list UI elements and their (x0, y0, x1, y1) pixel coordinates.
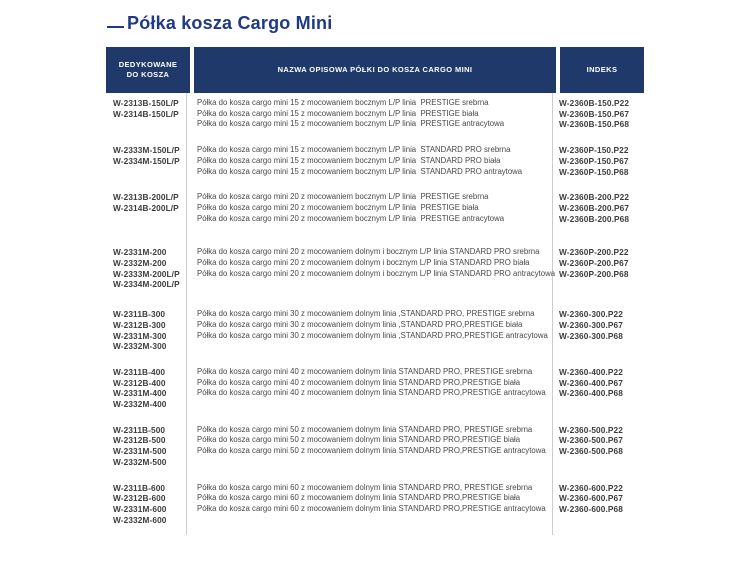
product-code: W-2333M-200L/P (113, 268, 180, 279)
product-description: Półka do kosza cargo mini 20 z mocowaniem dolnym i bocznym L/P linia STANDARD PRO antracytowa (197, 268, 556, 278)
product-group (106, 309, 648, 367)
product-description: Półka do kosza cargo mini 15 z mocowaniem bocznym L/P linia STANDARD PRO srebrna (197, 145, 511, 155)
product-index: W-2360P-200.P68 (559, 268, 629, 279)
product-index: W-2360B-200.P67 (559, 202, 630, 213)
product-index: W-2360-400.P67 (559, 377, 623, 388)
product-description: Półka do kosza cargo mini 15 z mocowaniem bocznym L/P linia STANDARD PRO antraytowa (197, 166, 523, 176)
product-description: Półka do kosza cargo mini 50 z mocowaniem dolnym linia STANDARD PRO,PRESTIGE biała (197, 435, 521, 445)
product-index: W-2360-300.P68 (559, 330, 623, 341)
product-group (106, 192, 648, 247)
product-code: W-2332M-500 (113, 456, 167, 467)
product-code: W-2334M-150L/P (113, 155, 180, 166)
page-header (107, 13, 332, 34)
product-description: Półka do kosza cargo mini 20 z mocowaniem bocznym L/P linia PRESTIGE srebrna (197, 192, 489, 202)
product-description: Półka do kosza cargo mini 30 z mocowaniem dolnym linia ,STANDARD PRO,PRESTIGE biała (197, 319, 523, 329)
product-description: Półka do kosza cargo mini 20 z mocowaniem bocznym L/P linia PRESTIGE biała (197, 202, 479, 212)
product-code: W-2332M-300 (113, 341, 167, 352)
product-index: W-2360B-150.P67 (559, 108, 630, 119)
product-description: Półka do kosza cargo mini 60 z mocowaniem dolnym linia STANDARD PRO,PRESTIGE biała (197, 493, 521, 503)
product-code: W-2332M-600 (113, 514, 167, 525)
product-index: W-2360P-200.P22 (559, 247, 629, 258)
product-code: W-2312B-600 (113, 493, 166, 504)
product-group (106, 247, 648, 309)
column-header-index: INDEKS (560, 47, 644, 93)
product-code: W-2332M-200 (113, 258, 167, 269)
product-code: W-2331M-600 (113, 503, 167, 514)
product-description: Półka do kosza cargo mini 60 z mocowaniem dolnym linia STANDARD PRO, PRESTIGE srebrna (197, 482, 533, 492)
product-index: W-2360P-150.P67 (559, 155, 629, 166)
product-description: Półka do kosza cargo mini 15 z mocowaniem bocznym L/P linia PRESTIGE biała (197, 108, 479, 118)
product-index: W-2360-400.P68 (559, 388, 623, 399)
product-index: W-2360P-200.P67 (559, 258, 629, 269)
product-group (106, 425, 648, 483)
product-group (106, 145, 648, 192)
product-index: W-2360-600.P68 (559, 503, 623, 514)
product-index: W-2360-500.P68 (559, 446, 623, 457)
product-code: W-2331M-400 (113, 388, 167, 399)
product-group (106, 93, 648, 145)
table-body (106, 93, 648, 535)
product-index: W-2360-300.P67 (559, 319, 623, 330)
product-index: W-2360-300.P22 (559, 309, 623, 320)
product-code: W-2311B-300 (113, 309, 166, 320)
title-dash-line (107, 26, 124, 29)
product-code: W-2311B-600 (113, 482, 166, 493)
product-code: W-2314B-200L/P (113, 202, 179, 213)
product-code: W-2312B-400 (113, 377, 166, 388)
page-title: Półka kosza Cargo Mini (127, 13, 333, 33)
product-description: Półka do kosza cargo mini 20 z mocowaniem dolnym i bocznym L/P linia STANDARD PRO biała (197, 258, 530, 268)
product-group (106, 367, 648, 425)
column-header-descriptive-name: NAZWA OPISOWA PÓŁKI DO KOSZA CARGO MINI (194, 47, 556, 93)
table-header-row (106, 47, 644, 93)
product-index: W-2360-600.P22 (559, 482, 623, 493)
product-description: Półka do kosza cargo mini 20 z mocowaniem bocznym L/P linia PRESTIGE antracytowa (197, 213, 505, 223)
product-index: W-2360P-150.P68 (559, 166, 629, 177)
column-header-dedicated-basket: DEDYKOWANE DO KOSZA (106, 47, 190, 93)
product-description: Półka do kosza cargo mini 20 z mocowaniem dolnym i bocznym L/P linia STANDARD PRO srebrna (197, 247, 540, 257)
product-index: W-2360B-200.P68 (559, 213, 630, 224)
product-code: W-2334M-200L/P (113, 279, 180, 290)
product-index: W-2360B-200.P22 (559, 192, 630, 203)
product-group (106, 483, 648, 536)
product-index: W-2360B-150.P22 (559, 98, 630, 108)
product-code: W-2332M-400 (113, 399, 167, 410)
product-index: W-2360-600.P67 (559, 493, 623, 504)
product-code: W-2312B-300 (113, 319, 166, 330)
product-description: Półka do kosza cargo mini 40 z mocowaniem dolnym linia STANDARD PRO, PRESTIGE srebrna (197, 366, 533, 376)
product-index: W-2360-500.P22 (559, 424, 623, 435)
product-description: Półka do kosza cargo mini 15 z mocowaniem bocznym L/P linia PRESTIGE srebrna (197, 98, 489, 107)
product-description: Półka do kosza cargo mini 60 z mocowaniem dolnym linia STANDARD PRO,PRESTIGE antracytowa (197, 503, 546, 513)
product-description: Półka do kosza cargo mini 40 z mocowaniem dolnym linia STANDARD PRO,PRESTIGE antracytowa (197, 388, 546, 398)
product-index: W-2360P-150.P22 (559, 145, 629, 156)
product-code: W-2331M-500 (113, 446, 167, 457)
product-index: W-2360-500.P67 (559, 435, 623, 446)
product-index: W-2360B-150.P68 (559, 119, 630, 130)
product-description: Półka do kosza cargo mini 50 z mocowaniem dolnym linia STANDARD PRO,PRESTIGE antracytowa (197, 446, 546, 456)
product-code: W-2314B-150L/P (113, 108, 179, 119)
product-index: W-2360-400.P22 (559, 366, 623, 377)
product-description: Półka do kosza cargo mini 15 z mocowaniem bocznym L/P linia PRESTIGE antracytowa (197, 119, 505, 129)
product-description: Półka do kosza cargo mini 15 z mocowaniem bocznym L/P linia STANDARD PRO biała (197, 155, 501, 165)
product-description: Półka do kosza cargo mini 50 z mocowaniem dolnym linia STANDARD PRO, PRESTIGE srebrna (197, 424, 533, 434)
product-code: W-2333M-150L/P (113, 145, 180, 156)
product-code: W-2311B-500 (113, 424, 166, 435)
product-description: Półka do kosza cargo mini 30 z mocowaniem dolnym linia ,STANDARD PRO,PRESTIGE antracytowa (197, 330, 548, 340)
product-code: W-2312B-500 (113, 435, 166, 446)
product-code: W-2311B-400 (113, 366, 166, 377)
product-description: Półka do kosza cargo mini 30 z mocowaniem dolnym linia ,STANDARD PRO, PRESTIGE srebrna (197, 309, 535, 319)
product-code: W-2331M-200 (113, 247, 167, 258)
product-description: Półka do kosza cargo mini 40 z mocowaniem dolnym linia STANDARD PRO,PRESTIGE biała (197, 377, 521, 387)
product-code: W-2331M-300 (113, 330, 167, 341)
product-code: W-2313B-150L/P (113, 98, 179, 108)
product-code: W-2313B-200L/P (113, 192, 179, 203)
